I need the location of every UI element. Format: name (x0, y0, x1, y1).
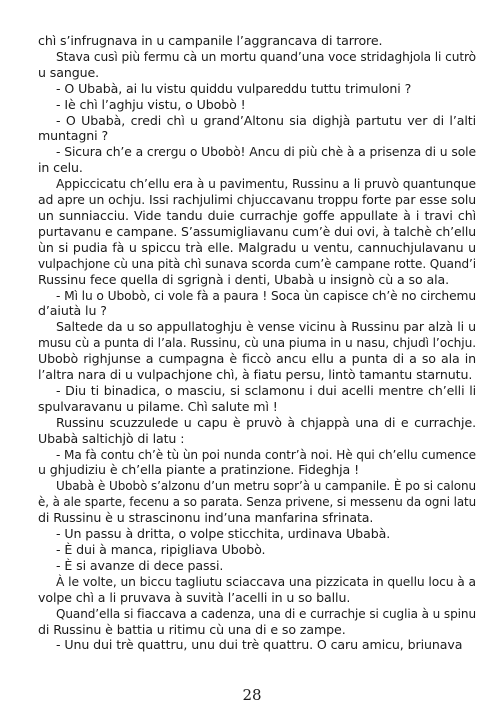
text-line: - È dui à manca, ripigliava Ubobò. (56, 542, 266, 557)
text-line: muntagni ? (38, 128, 109, 144)
text-line: spulvaravanu u pilame. Chì salute mì ! (38, 398, 278, 414)
text-line: d’aiutà lu ? (38, 303, 107, 319)
text-line: - Diu ti binadica, o masciu, si sclamonu i dui acelli mentre ch’elli li (56, 382, 476, 398)
text-line: è, à ale sparte, fecenu a so parata. Senza privene, si messenu da ogni latu (38, 494, 476, 510)
text-line: - Un passu à dritta, o volpe sticchita, urdinava Ubabà. (56, 526, 391, 542)
text-line: Stava cusì più fermu cà un mortu quand’una voce stridaghjola li cutrò (56, 48, 476, 64)
text-line: Russinu scuzzulede u capu è pruvò à chjappà una di e currachje. (56, 414, 476, 430)
text-line: u sangue. (38, 64, 100, 80)
text-line: in celu. (38, 160, 83, 176)
text-line: di Russinu è battia u ritimu cù una di e so zampe. (38, 621, 346, 637)
text-line: - Unu dui trè quattru, unu dui trè quattru. O caru amicu, briunava (56, 637, 463, 653)
body-text (38, 33, 476, 653)
text-line: - Iè chì l’aghju vistu, o Ubobò ! (56, 96, 246, 112)
text-line: purtavanu e campane. S’assumigliavanu cum’è dui ovi, à talchè ch’ellu (38, 223, 476, 239)
text-line: vulpachjone cù una pità chì sunava scorda cum’è campane rotte. Quand’i (38, 255, 476, 271)
text-line: - O Ubabà, ai lu vistu quiddu vulpareddu tuttu trimuloni ? (56, 80, 412, 96)
text-line: - Mì lu o Ubobò, ci vole fà a paura ! Soca ùn capisce ch’è no circhemu (56, 287, 476, 303)
text-line: Appiccicatu ch’ellu era à u pavimentu, Russinu a li pruvò quantunque (56, 176, 476, 192)
text-line: Ubabà saltichjò di latu : (38, 430, 185, 446)
text-line: ad apre un ochju. Issi rachjulimi chjuccavanu troppu forte par esse solu (38, 192, 476, 208)
text-line: Russinu fece quella di sgrignà i denti, Ubabà u insignò cù a so ala. (38, 271, 450, 287)
text-line: À le volte, un biccu tagliutu sciaccava una pizzicata in quellu locu à a (56, 573, 476, 589)
text-line: - È si avanze di dece passi. (56, 557, 224, 573)
text-line: di Russinu è u strascinonu ind’una manfarina sfrinata. (38, 510, 374, 526)
text-line: l’altra nara di u vulpachjone chì, à fiatu persu, lintò tamantu starnutu. (38, 367, 473, 383)
text-line: Ubabà è Ubobò s’alzonu d’un metru sopr’à u campanile. È po si calonu (56, 478, 476, 494)
text-line: Quand’ella si fiaccava a cadenza, una di e currachje si cuglia à u spinu (56, 605, 476, 621)
text-line: - Ma fà contu ch’è tù ùn poi nunda contr’à noi. Hè qui ch’ellu cumence (56, 446, 476, 462)
text-line: un sunniacciu. Vide tandu duie currachje goffe appullate à i travi chì (38, 207, 476, 223)
text-line: - Sicura ch’e a crergu o Ubobò! Ancu di più chè à a prisenza di u sole (56, 144, 476, 160)
text-line: volpe chì a li pruvava à suvità l’acelli in u so ballu. (38, 589, 351, 605)
text-line: musu cù a punta di l’ala. Russinu, cù una piuma in u nasu, chjudì l’ochju. (38, 335, 476, 351)
text-line: - O Ubabà, credi chì u grand’Altonu sia dighjà partutu ver di l’alti (56, 112, 476, 128)
text-line: Saltede da u so appullatoghju è vense vicinu à Russinu par alzà li u (56, 319, 476, 335)
text-line: u ghjudiziu è ch’ella piante a pratinzione. Fideghja ! (38, 462, 360, 478)
page-number: 28 (242, 686, 262, 704)
text-line: ùn si pudia fà u spiccu trà elle. Malgradu u ventu, cannuchjulavanu u (38, 239, 476, 255)
text-line: chì s’infrugnava in u campanile l’aggrancava di tarrore. (38, 33, 383, 48)
text-line: Ubobò righjunse a cumpagna è ficcò ancu ellu a punta di a so ala in (38, 351, 476, 367)
